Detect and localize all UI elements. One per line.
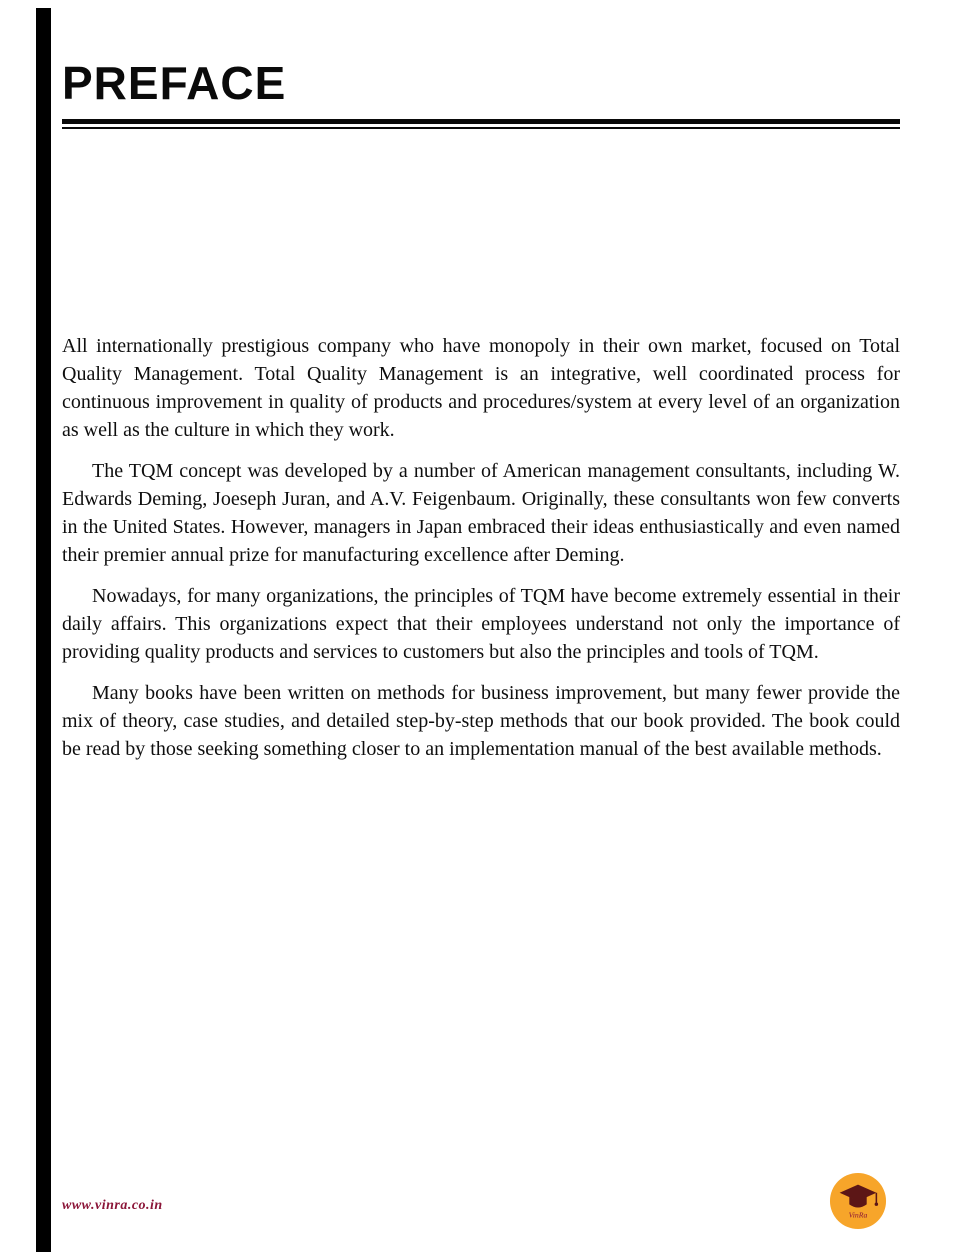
graduation-cap-icon [829,1172,887,1230]
footer-website-url: www.vinra.co.in [62,1198,163,1213]
page-content [62,0,900,776]
paragraph-3: Nowadays, for many organizations, the principles of TQM have become extremely essential in their daily affairs. This organizations expect that their employees understand not only the importance of providing quality products and services to customers but also the principles and tools of TQM. [62,584,900,663]
publisher-logo [829,1172,887,1230]
left-edge-bar [36,8,51,1252]
page-title: PREFACE [62,57,287,109]
paragraph-1: All internationally prestigious company who have monopoly in their own market, focused on Total Quality Management. Total Quality Management is an integrative, well coordinated process for continuous improvement in quality of products and procedures/system at every level of an organization as well as the culture in which they work. [62,334,900,441]
paragraph-4: Many books have been written on methods for business improvement, but many fewer provide the mix of theory, case studies, and detailed step-by-step methods that our book provided. The book could be read by those seeking something closer to an implementation manual of the best available methods. [62,681,900,760]
logo-wordmark: VinRa [848,1210,868,1220]
paragraph-2: The TQM concept was developed by a number of American management consultants, including W. Edwards Deming, Joeseph Juran, and A.V. Feigenbaum. Originally, these consultants won few converts in the United States. However, managers in Japan embraced their ideas enthusiastically and even named their premier annual prize for manufacturing excellence after Deming. [62,459,900,566]
body-text [62,332,900,763]
title-divider [62,119,900,129]
